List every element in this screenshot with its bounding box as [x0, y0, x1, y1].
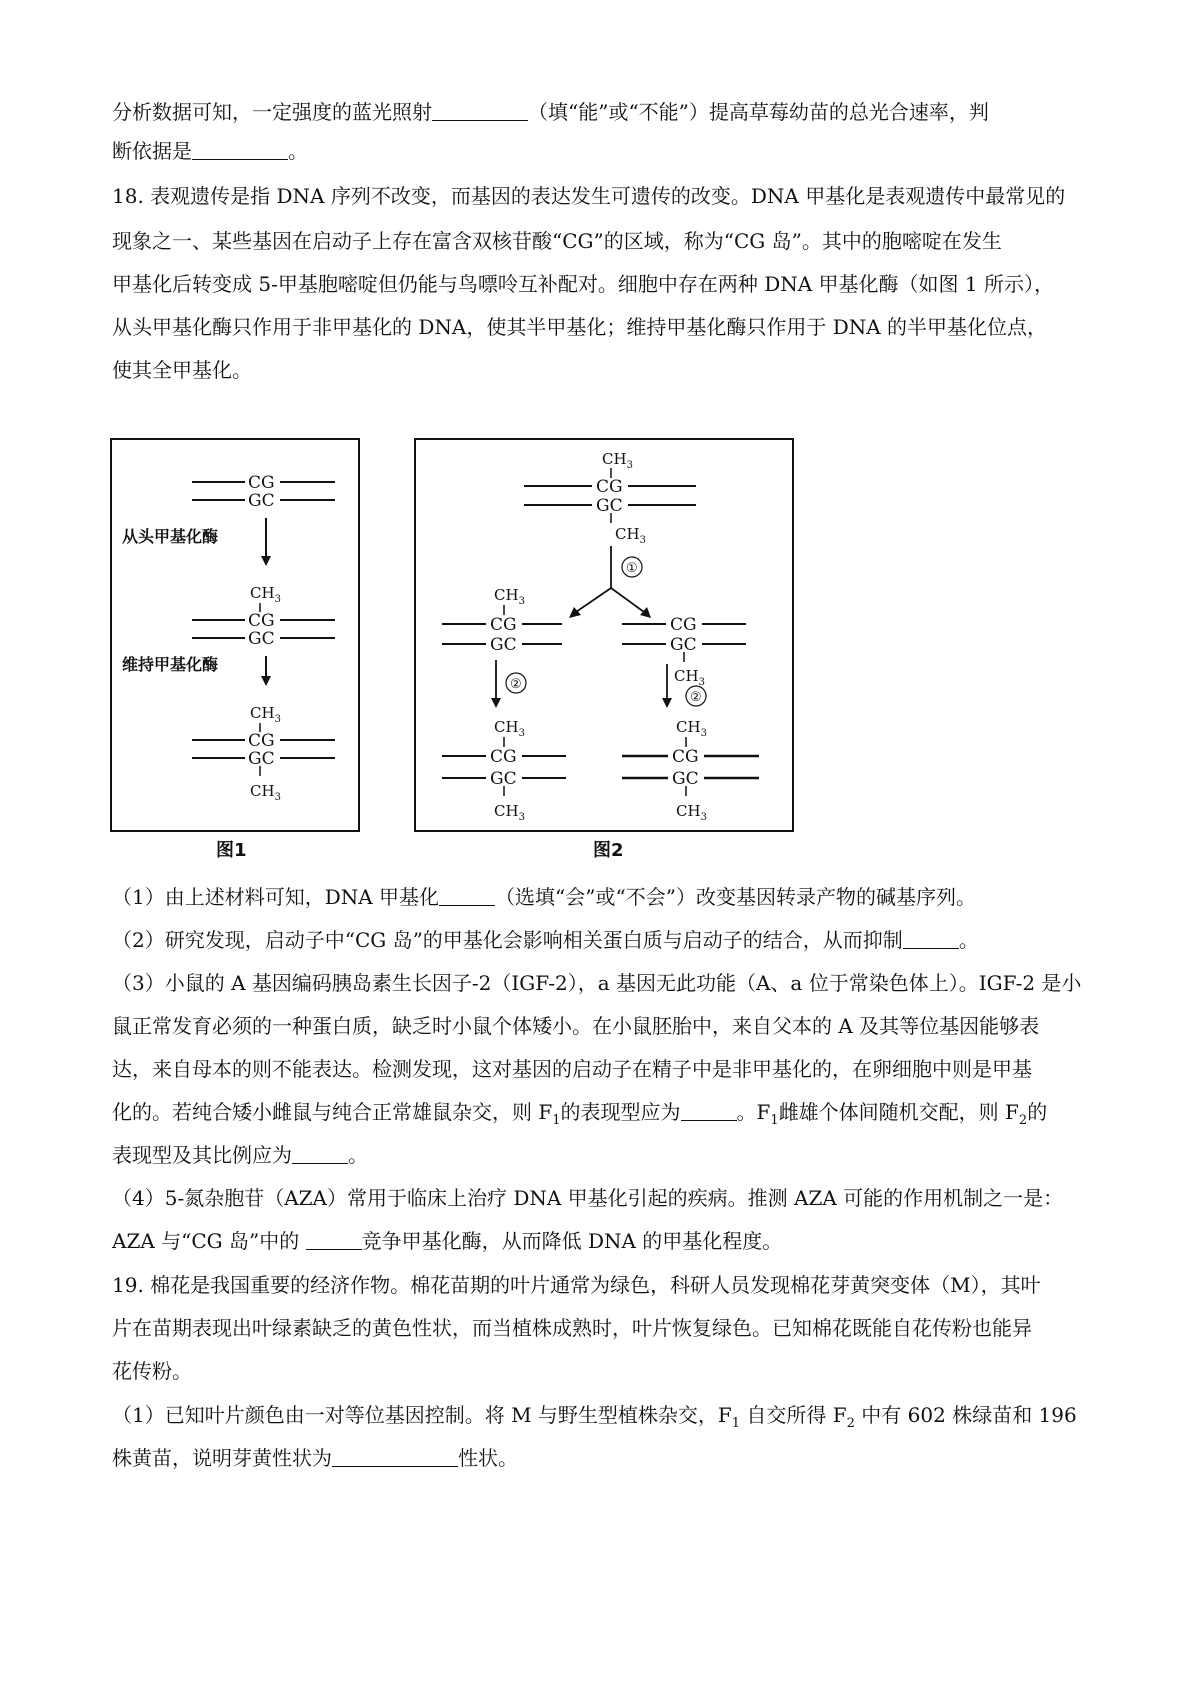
svg-text:CG: CG	[670, 615, 697, 635]
svg-text:CH3: $CH_3$	[494, 586, 525, 607]
svg-text:CH3: $CH_3$	[602, 450, 633, 471]
svg-text:CG: CG	[596, 477, 623, 497]
q18-part-1: （1）由上述材料可知，DNA 甲基化 （选填“会”或“不会”）改变基因转录产物的碱基序列。	[112, 885, 976, 909]
answer-blank[interactable]	[192, 137, 288, 160]
answer-blank[interactable]	[903, 926, 959, 949]
q18-intro-line: 现象之一、某些基因在启动子上存在富含双核苷酸“CG”的区域，称为“CG 岛”。其中的胞嘧啶在发生	[112, 229, 1002, 253]
svg-text:GC: GC	[596, 496, 623, 516]
svg-text:CG: CG	[490, 747, 517, 767]
svg-text:CH3: $CH_3$	[615, 525, 646, 546]
svg-text:CH3: $CH_3$	[676, 802, 707, 823]
q18-intro-line: 使其全甲基化。	[112, 358, 252, 382]
svg-text:CH3: $CH_3$	[674, 667, 705, 688]
answer-blank[interactable]	[332, 1444, 458, 1467]
svg-text:GC: GC	[670, 635, 697, 655]
de-novo-enzyme-label: 从头甲基化酶	[122, 527, 219, 546]
svg-text:CH3: $CH_3$	[494, 802, 525, 823]
figure-2-replication-diagram	[414, 438, 794, 832]
q17-line-1: 分析数据可知，一定强度的蓝光照射 （填“能”或“不能”）提高草莓幼苗的总光合速率，判	[112, 100, 989, 124]
q18-part-3-line: （3）小鼠的 A 基因编码胰岛素生长因子-2（IGF-2），a 基因无此功能（A、a 位于常染色体上）。IGF-2 是小	[112, 971, 1082, 995]
q18-intro-line: 甲基化后转变成 5-甲基胞嘧啶但仍能与鸟嘌呤互补配对。细胞中存在两种 DNA 甲基化酶（如图 1 所示），	[112, 272, 1054, 296]
svg-text:CG: CG	[490, 615, 517, 635]
cg-label: CG	[248, 473, 275, 493]
svg-text:CH3: $CH_3$	[494, 718, 525, 739]
q18-part-3-line: 鼠正常发育必须的一种蛋白质，缺乏时小鼠个体矮小。在小鼠胚胎中，来自父本的 A 及其等位基因能够表	[112, 1014, 1040, 1038]
q18-part-3-line: 表现型及其比例应为 。	[112, 1143, 368, 1167]
svg-text:CH3: $CH_3$	[250, 584, 281, 605]
q18-part-4-line: （4）5-氮杂胞苷（AZA）常用于临床上治疗 DNA 甲基化引起的疾病。推测 AZA 可能的作用机制之一是：	[112, 1186, 1064, 1210]
svg-text:GC: GC	[248, 629, 275, 649]
q18-part-2: （2）研究发现，启动子中“CG 岛”的甲基化会影响相关蛋白质与启动子的结合，从而抑制 。	[112, 928, 979, 952]
svg-text:CG: CG	[248, 611, 275, 631]
maintenance-enzyme-label: 维持甲基化酶	[122, 655, 219, 674]
svg-text:②: ②	[690, 690, 702, 705]
q19-part-1-line: （1）已知叶片颜色由一对等位基因控制。将 M 与野生型植株杂交，$F_1$ 自交所得 $F_2$ 中有 602 株绿苗和 196	[112, 1403, 1077, 1431]
svg-text:CG: CG	[672, 747, 699, 767]
svg-text:CH3: $CH_3$	[676, 718, 707, 739]
svg-text:GC: GC	[490, 635, 517, 655]
answer-blank[interactable]	[681, 1098, 737, 1121]
answer-blank[interactable]	[432, 98, 528, 121]
q18-intro-line: 从头甲基化酶只作用于非甲基化的 DNA，使其半甲基化；维持甲基化酶只作用于 DNA 的半甲基化位点，	[112, 315, 1048, 339]
q19-intro-line: 花传粉。	[112, 1359, 192, 1383]
q18-part-4-line: AZA 与“CG 岛”中的 竞争甲基化酶，从而降低 DNA 的甲基化程度。	[112, 1229, 783, 1253]
svg-text:CH3: $CH_3$	[250, 782, 281, 803]
q19-intro-line: 19. 棉花是我国重要的经济作物。棉花苗期的叶片通常为绿色，科研人员发现棉花芽黄突变体（M），其叶	[112, 1273, 1041, 1297]
q17-line-2: 断依据是 。	[112, 139, 308, 163]
step-1-marker: ①	[626, 561, 638, 576]
gc-label: GC	[248, 491, 275, 511]
figure-1-caption: 图1	[216, 840, 247, 861]
q18-part-3-line: 化的。若纯合矮小雌鼠与纯合正常雄鼠杂交，则 $F_1$的表现型应为 。$F_1$雌雄个体间随机交配，则 $F_2$的	[112, 1100, 1048, 1128]
svg-text:CG: CG	[248, 731, 275, 751]
figure-1-methylation-diagram	[110, 438, 360, 832]
q18-part-3-line: 达，来自母本的则不能表达。检测发现，这对基因的启动子在精子中是非甲基化的，在卵细胞中则是甲基	[112, 1057, 1032, 1081]
svg-text:GC: GC	[248, 749, 275, 769]
svg-text:GC: GC	[672, 769, 699, 789]
q19-part-1-line: 株黄苗，说明芽黄性状为 性状。	[112, 1446, 518, 1470]
answer-blank[interactable]	[439, 883, 495, 906]
answer-blank[interactable]	[292, 1141, 348, 1164]
q19-intro-line: 片在苗期表现出叶绿素缺乏的黄色性状，而当植株成熟时，叶片恢复绿色。已知棉花既能自花传粉也能异	[112, 1316, 1032, 1340]
q18-intro-line: 18. 表观遗传是指 DNA 序列不改变，而基因的表达发生可遗传的改变。DNA 甲基化是表观遗传中最常见的	[112, 184, 1066, 208]
svg-text:CH3: $CH_3$	[250, 704, 281, 725]
answer-blank[interactable]	[306, 1227, 362, 1250]
figure-2-caption: 图2	[593, 840, 624, 861]
svg-text:GC: GC	[490, 769, 517, 789]
step-2-marker: ②	[510, 677, 522, 692]
